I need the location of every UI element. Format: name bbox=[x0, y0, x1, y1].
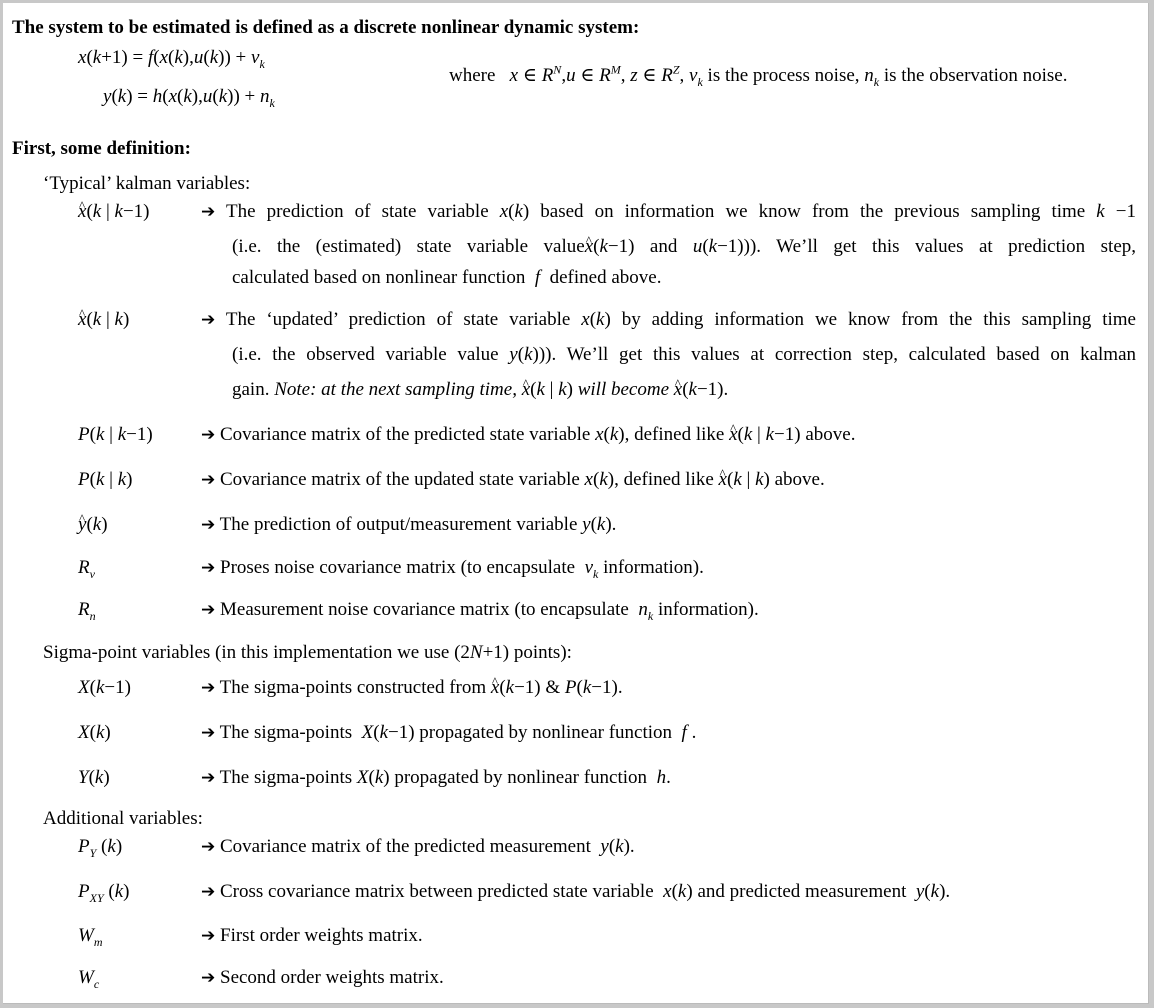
symbol-r-n: $R_n$ bbox=[78, 599, 96, 623]
symbol-p-k-k: P(k | k) bbox=[78, 469, 133, 490]
document-page bbox=[3, 3, 1149, 1004]
definition-p-k-km1: ➔ Covariance matrix of the predicted state variable x(k), defined like ^ x(k | k−1) above. bbox=[201, 424, 855, 446]
where-clause: where x ∈ $R^N,u$ ∈ $R^M$, z ∈ $R^Z$, $v_k$ is the process noise, $n_k$ is the observation noise. bbox=[449, 62, 1068, 89]
arrow-icon: ➔ bbox=[201, 968, 216, 988]
arrow-icon: ➔ bbox=[201, 558, 216, 578]
definition-p-y: ➔ Covariance matrix of the predicted measurement y(k). bbox=[201, 836, 635, 857]
definition-r-v: ➔ Proses noise covariance matrix (to encapsulate $v_k$ information). bbox=[201, 557, 704, 581]
section-title: First, some definition: bbox=[12, 138, 191, 159]
symbol-y-k: Y(k) bbox=[78, 767, 110, 788]
state-equation: $x(k+1) = f(x(k),u(k)) + v_k$ bbox=[78, 47, 265, 71]
definition-w-m: ➔ First order weights matrix. bbox=[201, 925, 423, 946]
additional-variables-label: Additional variables: bbox=[43, 808, 203, 829]
symbol-xhat-k-km1: ^ x(k | k−1) bbox=[78, 201, 150, 223]
typical-variables-label: ‘Typical’ kalman variables: bbox=[43, 173, 251, 194]
arrow-icon: ➔ bbox=[201, 470, 216, 490]
arrow-icon: ➔ bbox=[201, 926, 216, 946]
arrow-icon: ➔ bbox=[201, 600, 216, 620]
symbol-r-v: $R_v$ bbox=[78, 557, 95, 581]
symbol-yhat-k: ^ y(k) bbox=[78, 514, 108, 536]
where-word: where bbox=[449, 65, 496, 86]
definition-p-xy: ➔ Cross covariance matrix between predicted state variable x(k) and predicted measurement y(k). bbox=[201, 881, 951, 902]
output-equation: $y(k) = h(x(k),u(k)) + n_k$ bbox=[103, 86, 275, 110]
symbol-p-y: $P_Y$ (k) bbox=[78, 836, 123, 860]
definition-xhat-k-k-line3: gain. Note: at the next sampling time, ^ x(k | k) will become ^ x(k−1). bbox=[232, 379, 728, 401]
definition-xhat-k-k: ➔ The ‘updated’ prediction of state variable x(k) by adding information we know from the this sampling time bbox=[201, 309, 1136, 330]
definition-yhat-k: ➔ The prediction of output/measurement variable y(k). bbox=[201, 514, 617, 535]
symbol-x-k: X(k) bbox=[78, 722, 111, 743]
definition-y-k: ➔ The sigma-points X(k) propagated by nonlinear function h. bbox=[201, 767, 671, 788]
definition-xhat-k-km1: ➔ The prediction of state variable x(k) based on information we know from the previous sampling time k −1 bbox=[201, 201, 1136, 222]
definition-xhat-k-km1-line3: calculated based on nonlinear function f defined above. bbox=[232, 267, 662, 288]
arrow-icon: ➔ bbox=[201, 768, 216, 788]
observation-noise-text: is the observation noise. bbox=[883, 65, 1068, 86]
arrow-icon: ➔ bbox=[201, 837, 216, 857]
arrow-icon: ➔ bbox=[201, 723, 216, 743]
definition-xhat-k-k-line2: (i.e. the observed variable value y(k))). We’ll get this values at correction step, calculated based on kalman bbox=[232, 344, 1137, 365]
arrow-icon: ➔ bbox=[201, 678, 216, 698]
sigma-variables-label: Sigma-point variables (in this implementation we use (2N+1) points): bbox=[43, 642, 572, 663]
definition-x-km1: ➔ The sigma-points constructed from ^ x(k−1) & P(k−1). bbox=[201, 677, 623, 699]
definition-x-k: ➔ The sigma-points X(k−1) propagated by nonlinear function f . bbox=[201, 722, 697, 743]
symbol-x-km1: X(k−1) bbox=[78, 677, 131, 698]
arrow-icon: ➔ bbox=[201, 202, 216, 222]
definition-r-n: ➔ Measurement noise covariance matrix (to encapsulate $n_k$ information). bbox=[201, 599, 759, 623]
definition-p-k-k: ➔ Covariance matrix of the updated state variable x(k), defined like ^ x(k | k) above. bbox=[201, 469, 825, 491]
system-heading: The system to be estimated is defined as a discrete nonlinear dynamic system: bbox=[12, 17, 640, 38]
definition-w-c: ➔ Second order weights matrix. bbox=[201, 967, 444, 988]
definition-xhat-k-km1-line2: (i.e. the (estimated) state variable value^ x(k−1) and u(k−1))). We’ll get this values at prediction step, bbox=[232, 236, 1136, 258]
symbol-xhat-k-k: ^ x(k | k) bbox=[78, 309, 129, 331]
symbol-p-k-km1: P(k | k−1) bbox=[78, 424, 153, 445]
arrow-icon: ➔ bbox=[201, 310, 216, 330]
symbol-w-c: $W_c$ bbox=[78, 967, 100, 991]
arrow-icon: ➔ bbox=[201, 882, 216, 902]
symbol-w-m: $W_m$ bbox=[78, 925, 103, 949]
symbol-p-xy: $P_{XY}$ (k) bbox=[78, 881, 130, 905]
process-noise-text: is the process noise, bbox=[707, 65, 860, 86]
arrow-icon: ➔ bbox=[201, 515, 216, 535]
arrow-icon: ➔ bbox=[201, 425, 216, 445]
